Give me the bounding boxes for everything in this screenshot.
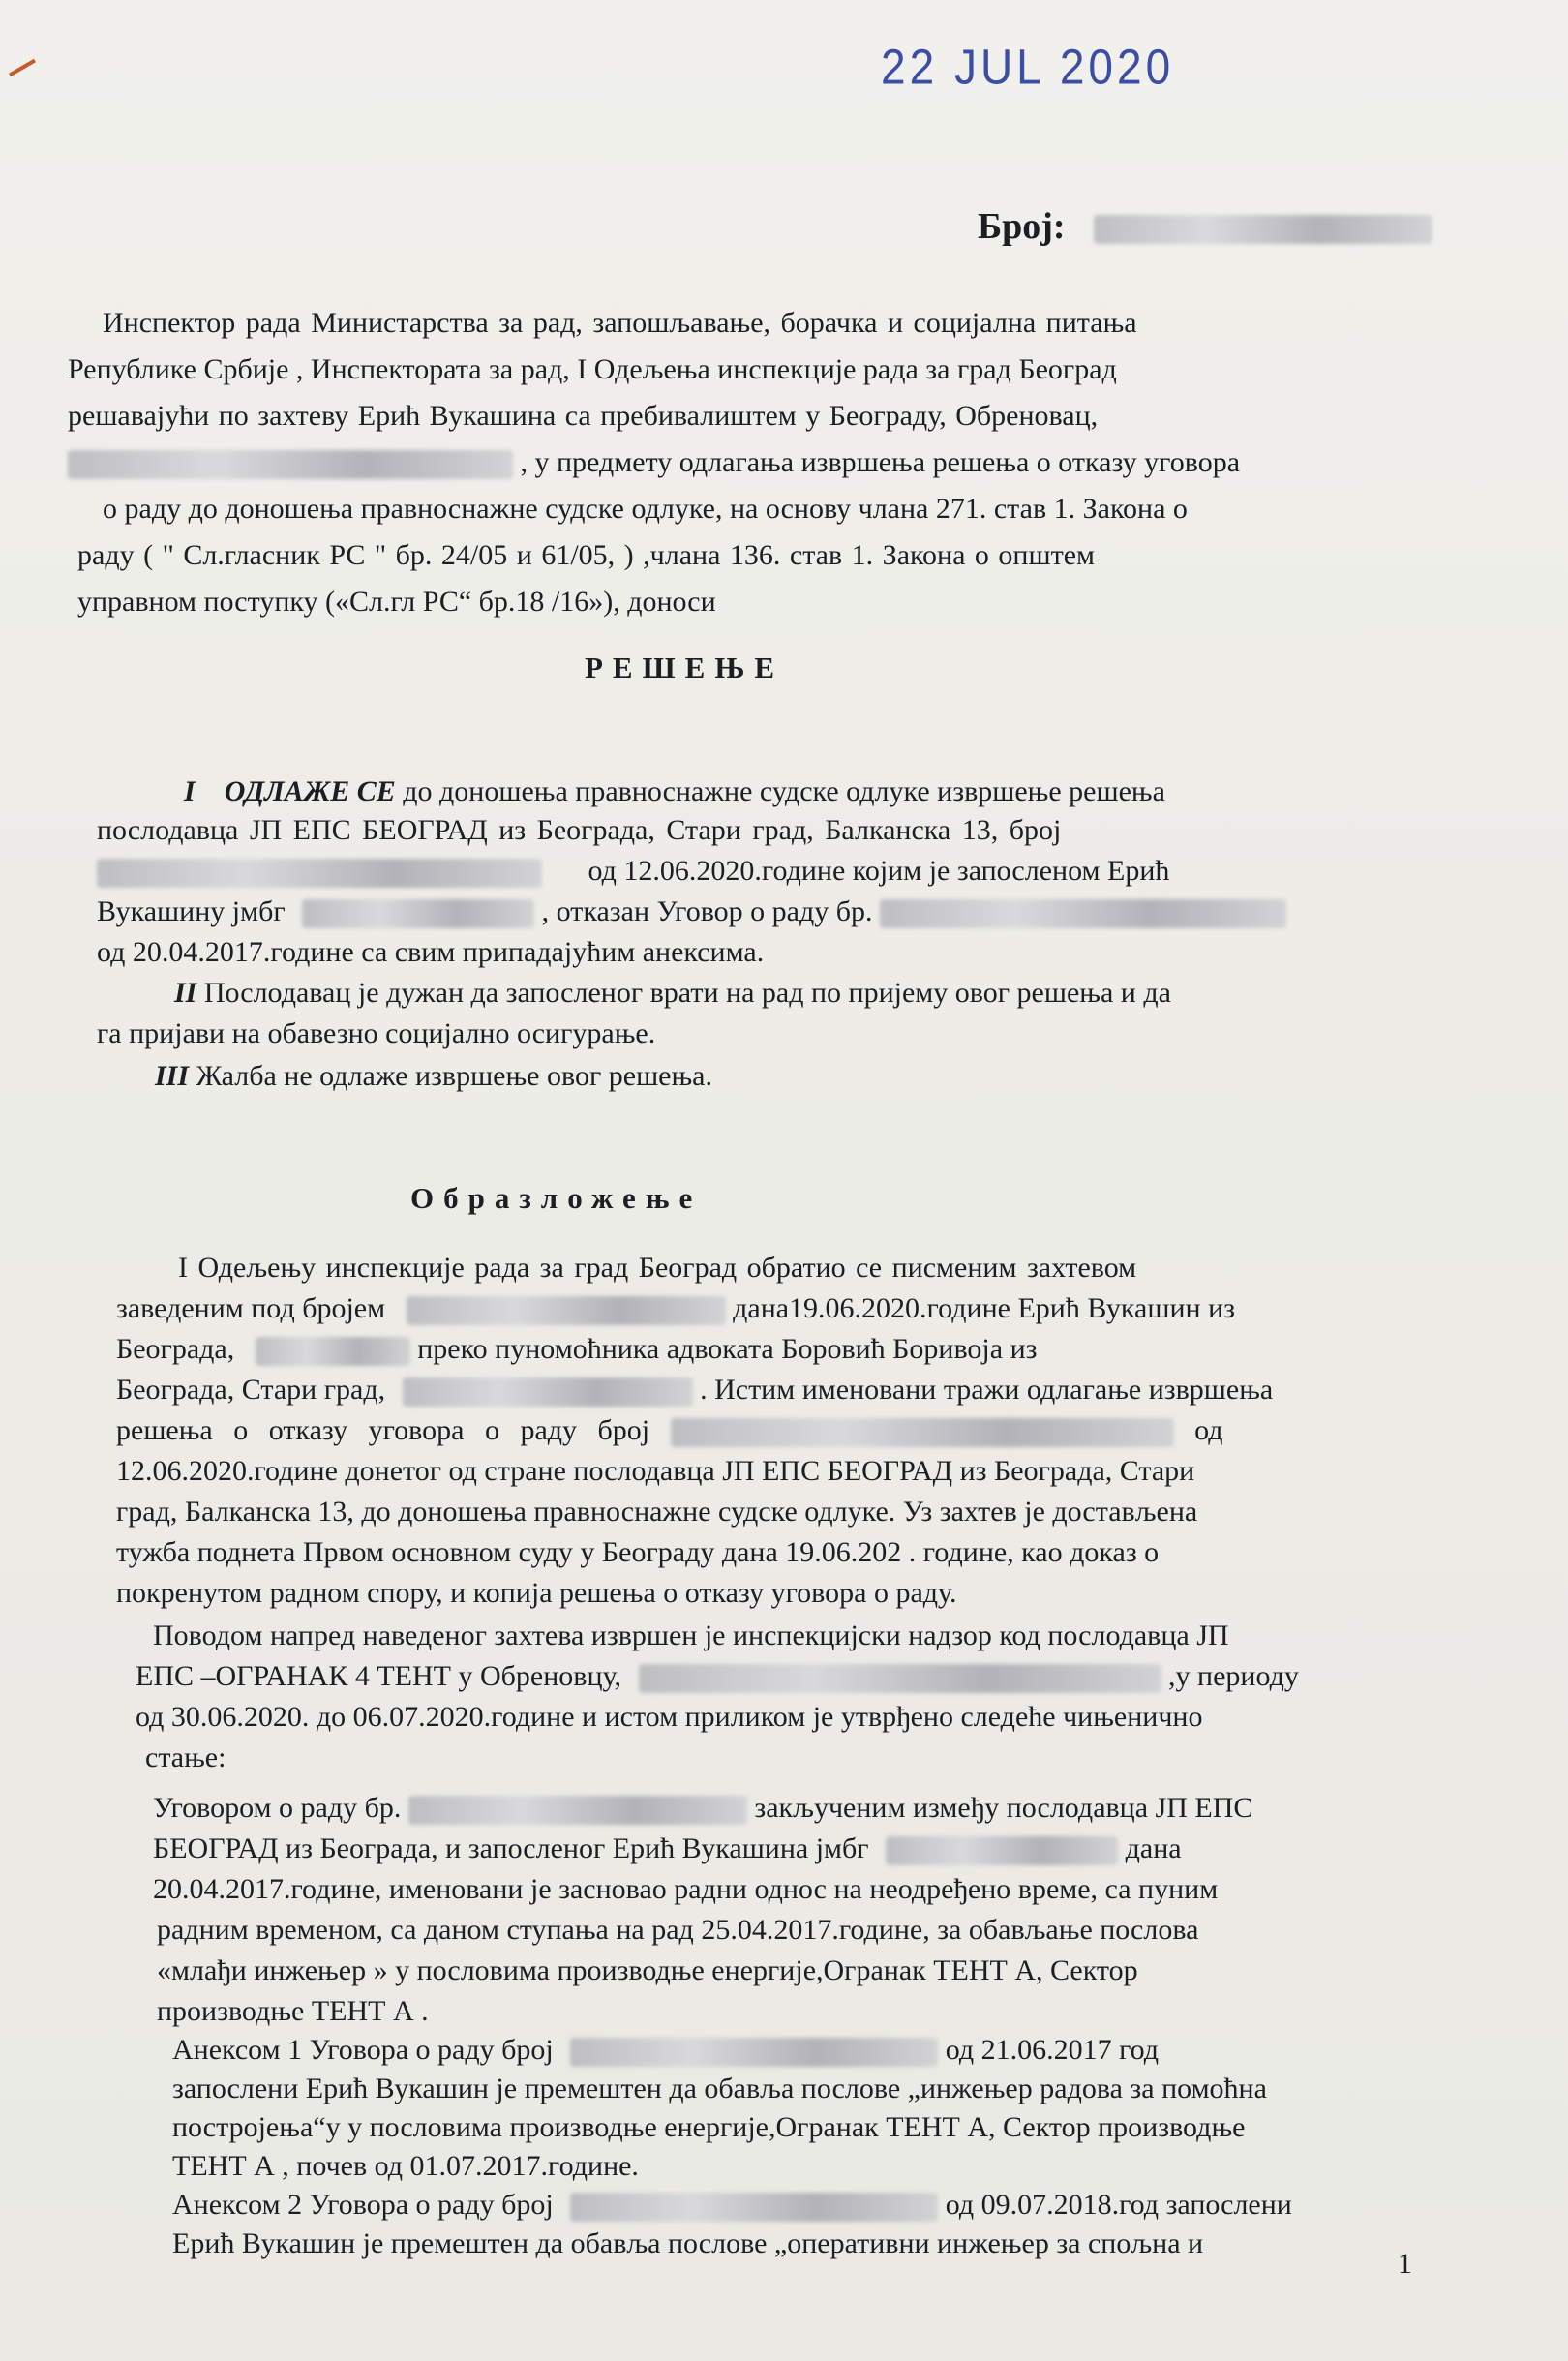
- redacted-annex-2-number: [570, 2193, 938, 2222]
- redacted-address-3: [403, 1377, 693, 1407]
- decision-line-6: II Послодавац је дужан да запосленог врати на рад по пријему овог решења и да: [174, 977, 1171, 1009]
- redacted-decision-number-2: [671, 1418, 1174, 1447]
- broj-label: Број:: [978, 206, 1066, 247]
- reasoning-line-7: град, Балканска 13, до доношења правноснажне судске одлуке. Уз захтев је достављена: [116, 1496, 1198, 1528]
- intro-line-2: Републике Србије , Инспектората за рад, I Одељења инспекције рада за град Београд: [68, 353, 1117, 385]
- reasoning-line-11: ЕПС –ОГРАНАК 4 ТЕНТ у Обреновцу, ,у периоду: [136, 1660, 1299, 1692]
- obrazlozenje-title: Образложење: [410, 1181, 703, 1215]
- redacted-contract-number-2: [408, 1796, 747, 1825]
- reasoning-line-2: заведеним под бројем дана19.06.2020.године Ерић Вукашин из: [116, 1292, 1235, 1324]
- facts-line-10: ТЕНТ А , почев од 01.07.2017.године.: [172, 2150, 639, 2182]
- page-number: 1: [1398, 2248, 1412, 2280]
- intro-line-5: о раду до доношења правноснажне судске одлуке, на основу члана 271. став 1. Закона о: [103, 493, 1188, 525]
- reasoning-line-5: решења о отказу уговора о раду број од: [116, 1414, 1223, 1446]
- facts-line-2: БЕОГРАД из Београда, и запосленог Ерић Вукашина јмбг дана: [153, 1832, 1182, 1864]
- decision-line-3: од 12.06.2020.године којим је запосленом Ерић: [97, 854, 1169, 889]
- intro-line-1: Инспектор рада Министарства за рад, запошљавање, борачка и социјална питања: [103, 307, 1137, 339]
- resenje-title: РЕШЕЊЕ: [585, 651, 785, 684]
- intro-line-3: решавајући по захтеву Ерић Вукашина са пребивалиштем у Београду, Обреновац,: [68, 400, 1099, 432]
- reasoning-line-8: тужба поднета Првом основном суду у Београду дана 19.06.202 . године, као доказ о: [116, 1536, 1160, 1568]
- redacted-number: [1094, 215, 1432, 244]
- facts-line-5: «млађи инжењер » у пословима производње енергије,Огранак ТЕНТ А, Сектор: [157, 1954, 1138, 1986]
- reasoning-line-3: Београда, преко пуномоћника адвоката Боровић Боривоја из: [116, 1333, 1038, 1365]
- date-stamp: 22 JUL 2020: [881, 39, 1175, 95]
- decision-line-1: I ОДЛАЖЕ СЕ до доношења правноснажне судске одлуке извршење решења: [184, 775, 1165, 807]
- intro-line-6: раду ( " Сл.гласник РС " бр. 24/05 и 61/05, ) ,члана 136. став 1. Закона о општем: [77, 539, 1095, 571]
- redacted-address: [68, 450, 513, 479]
- reasoning-line-10: Поводом напред наведеног захтева извршен је инспекцијски надзор код послодавца ЈП: [153, 1619, 1229, 1651]
- intro-line-4: , у предмету одлагања извршења решења о отказу уговора: [68, 445, 1240, 480]
- facts-line-11: Анексом 2 Уговора о раду број од 09.07.2018.год запослени: [172, 2189, 1292, 2221]
- decision-line-7: га пријави на обавезно социјално осигурање.: [97, 1017, 656, 1049]
- decision-line-5: од 20.04.2017.године са свим припадајућим анексима.: [97, 936, 765, 968]
- decision-line-4: Вукашину јмбг , отказан Уговор о раду бр.: [97, 894, 1286, 929]
- reasoning-line-12: од 30.06.2020. до 06.07.2020.године и истом приликом је утврђено следеће чињенично: [136, 1701, 1203, 1733]
- decision-line-8: III Жалба не одлаже извршење овог решења.: [155, 1060, 712, 1092]
- redacted-jmbg: [302, 899, 534, 928]
- case-number: [978, 205, 1432, 248]
- reasoning-line-1: I Одељењу инспекције рада за град Београд обратио се писменим захтевом: [178, 1252, 1137, 1284]
- reasoning-line-13: стање:: [145, 1741, 226, 1773]
- facts-line-4: радним временом, са даном ступања на рад 25.04.2017.године, за обављање послова: [157, 1914, 1199, 1946]
- reasoning-line-6: 12.06.2020.године донетог од стране послодавца ЈП ЕПС БЕОГРАД из Београда, Стари: [116, 1455, 1195, 1487]
- redacted-request-number: [407, 1296, 726, 1325]
- reasoning-line-9: покренутом радном спору, и копија решења о отказу уговора о раду.: [116, 1577, 957, 1609]
- pen-mark: [9, 59, 36, 76]
- facts-line-8: запослени Ерић Вукашин је премештен да обавља послове „инжењер радова за помоћна: [172, 2073, 1267, 2104]
- facts-line-3: 20.04.2017.године, именовани је засновао радни однос на неодређено време, са пуним: [153, 1873, 1219, 1905]
- intro-line-7: управном поступку («Сл.гл РС“ бр.18 /16»), доноси: [77, 586, 716, 618]
- decision-line-2: послодавца ЈП ЕПС БЕОГРАД из Београда, Стари град, Балканска 13, број: [97, 814, 1062, 846]
- redacted-annex-1-number: [570, 2038, 938, 2067]
- redacted-employer-address: [639, 1664, 1161, 1693]
- reasoning-line-4: Београда, Стари град, . Истим именовани тражи одлагање извршења: [116, 1374, 1274, 1406]
- facts-line-6: производње ТЕНТ А .: [157, 1995, 429, 2027]
- redacted-jmbg-2: [886, 1836, 1118, 1865]
- facts-line-9: постројења“у у пословима производње енергије,Огранак ТЕНТ А, Сектор производње: [172, 2111, 1246, 2143]
- redacted-decision-number: [97, 859, 542, 888]
- facts-line-7: Анексом 1 Уговора о раду број од 21.06.2017 год: [172, 2034, 1160, 2066]
- facts-line-1: Уговором о раду бр. закљученим између послодавца ЈП ЕПС: [153, 1792, 1253, 1824]
- facts-line-12: Ерић Вукашин је премештен да обавља послове „оперативни инжењер за спољна и: [172, 2227, 1204, 2259]
- redacted-address-2: [256, 1337, 410, 1366]
- redacted-contract-number: [880, 899, 1286, 928]
